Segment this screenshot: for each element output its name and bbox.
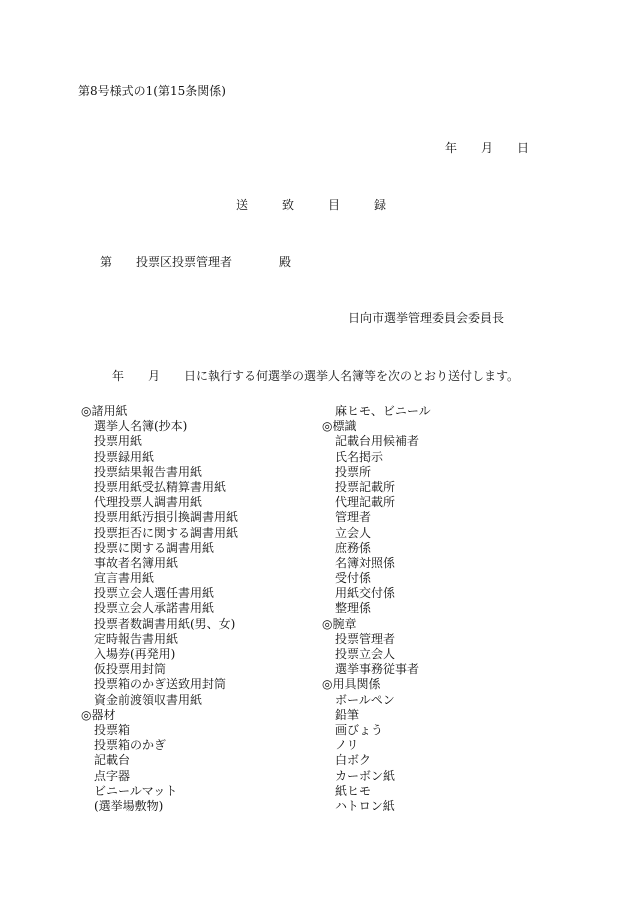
list-item: 資金前渡領収書用紙 bbox=[94, 692, 203, 707]
list-item: 入場券(再発用) bbox=[94, 647, 176, 661]
list-item: 紙ヒモ bbox=[335, 783, 372, 798]
list-item: 選挙人名簿(抄本) bbox=[94, 419, 188, 434]
sender: 日向市選挙管理委員会委員長 bbox=[348, 311, 505, 325]
addressee-dai: 第 bbox=[100, 255, 113, 269]
list-item: 投票記載所 bbox=[335, 479, 396, 494]
title-char: 目 bbox=[328, 198, 341, 212]
list-item: 投票に関する調書用紙 bbox=[94, 540, 215, 555]
list-item: 投票管理者 bbox=[335, 631, 396, 646]
title-char: 致 bbox=[282, 198, 295, 212]
list-item: (選挙場敷物) bbox=[94, 798, 164, 813]
list-item: 点字器 bbox=[94, 768, 131, 783]
list-item: 事故者名簿用紙 bbox=[94, 555, 179, 570]
body-month: 月 bbox=[148, 369, 161, 383]
date-day: 日 bbox=[517, 141, 530, 155]
list-item: ボールペン bbox=[335, 692, 395, 707]
list-item: 定時報告書用紙 bbox=[94, 631, 179, 646]
list-item: 投票用紙受払精算書用紙 bbox=[94, 479, 227, 494]
list-item: 投票箱のかぎ送致用封筒 bbox=[94, 677, 227, 692]
list-item: 投票用紙 bbox=[94, 434, 143, 449]
list-item: 立会人 bbox=[335, 525, 372, 540]
list-item: ノリ bbox=[335, 738, 359, 753]
list-item: 投票者数調書用紙(男、女) bbox=[94, 616, 236, 631]
body-year: 年 bbox=[112, 369, 125, 383]
list-item: 麻ヒモ、ビニール bbox=[335, 404, 431, 418]
list-item: 画びょう bbox=[335, 722, 384, 737]
right-item-list bbox=[322, 404, 431, 814]
body-sentence: 日に執行する何選挙の選挙人名簿等を次のとおり送付します。 bbox=[184, 369, 520, 383]
list-item: 投票用紙汚損引換調書用紙 bbox=[94, 510, 239, 525]
list-item: 鉛筆 bbox=[335, 707, 360, 722]
document-title bbox=[236, 198, 386, 213]
category-heading: ◎器材 bbox=[81, 707, 116, 722]
list-item: 用紙交付係 bbox=[335, 586, 396, 601]
title-char: 送 bbox=[236, 198, 249, 212]
list-item: カーボン紙 bbox=[335, 768, 396, 783]
list-item: 投票立会人 bbox=[335, 647, 396, 661]
title-char: 録 bbox=[374, 198, 387, 212]
list-item: 投票拒否に関する調書用紙 bbox=[94, 525, 239, 540]
list-item: 名簿対照係 bbox=[335, 555, 396, 570]
list-item: 投票立会人承諾書用紙 bbox=[94, 601, 215, 616]
list-item: ハトロン紙 bbox=[335, 798, 395, 813]
list-item: 記載台用候補者 bbox=[335, 434, 420, 449]
addressee-dono: 殿 bbox=[279, 255, 292, 269]
body-text bbox=[112, 369, 519, 384]
date-line bbox=[445, 141, 529, 156]
list-item: 整理係 bbox=[335, 601, 372, 616]
category-heading: ◎用具関係 bbox=[322, 677, 381, 692]
list-item: ビニールマット bbox=[94, 783, 178, 798]
category-heading: ◎標識 bbox=[322, 419, 357, 434]
list-item: 投票結果報告書用紙 bbox=[94, 464, 203, 479]
date-year: 年 bbox=[445, 141, 458, 155]
form-number: 第8号様式の1(第15条関係) bbox=[78, 84, 226, 98]
list-item: 記載台 bbox=[94, 753, 131, 768]
list-item: 投票所 bbox=[335, 464, 372, 479]
list-item: 管理者 bbox=[335, 510, 372, 525]
list-item: 白ボク bbox=[335, 753, 372, 768]
list-item: 氏名掲示 bbox=[335, 449, 384, 464]
list-item: 投票箱 bbox=[94, 722, 131, 737]
list-item: 代理投票人調書用紙 bbox=[94, 495, 203, 510]
list-item: 受付係 bbox=[335, 571, 372, 586]
left-item-list bbox=[81, 404, 238, 814]
category-heading: ◎腕章 bbox=[322, 616, 357, 631]
list-item: 投票録用紙 bbox=[94, 449, 155, 464]
addressee-line bbox=[100, 255, 291, 270]
date-month: 月 bbox=[481, 141, 494, 155]
list-item: 宣言書用紙 bbox=[94, 571, 155, 586]
category-heading: ◎諸用紙 bbox=[81, 404, 128, 418]
list-item: 代理記載所 bbox=[335, 495, 396, 510]
list-item: 庶務係 bbox=[335, 540, 372, 555]
list-item: 投票立会人選任書用紙 bbox=[94, 586, 215, 601]
addressee-district: 投票区投票管理者 bbox=[136, 255, 233, 269]
list-item: 投票箱のかぎ bbox=[94, 738, 167, 753]
list-item: 仮投票用封筒 bbox=[94, 662, 167, 677]
list-item: 選挙事務従事者 bbox=[335, 662, 420, 677]
